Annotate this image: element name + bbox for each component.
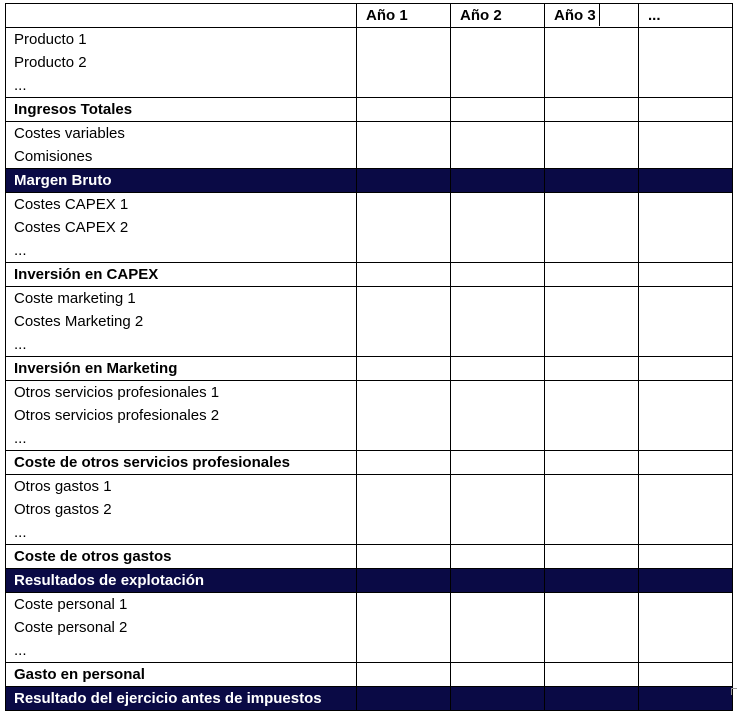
value-cell[interactable] — [545, 357, 639, 381]
value-cell[interactable] — [451, 687, 545, 711]
table-row-productos — [6, 28, 733, 98]
row-label-cell[interactable]: Gasto en personal — [6, 663, 357, 687]
value-cell[interactable] — [639, 263, 733, 287]
line-item: Coste personal 1 — [14, 596, 128, 613]
value-cell[interactable] — [451, 357, 545, 381]
value-cell[interactable] — [357, 451, 451, 475]
line-item: Coste personal 2 — [14, 619, 128, 636]
value-cell[interactable] — [451, 475, 545, 545]
line-item: Costes CAPEX 2 — [14, 219, 129, 236]
table-row-otros-servicios — [6, 381, 733, 451]
line-item: ... — [14, 242, 27, 259]
row-label-cell[interactable] — [6, 28, 357, 98]
row-label-cell[interactable] — [6, 193, 357, 263]
table-row-inversion-capex — [6, 263, 733, 287]
value-cell[interactable] — [545, 569, 639, 593]
header-year-3-label: Año 3 — [554, 7, 596, 24]
value-cell[interactable] — [451, 122, 545, 169]
value-cell[interactable] — [357, 687, 451, 711]
value-cell[interactable] — [451, 287, 545, 357]
value-cell[interactable] — [451, 451, 545, 475]
row-label-cell[interactable] — [6, 381, 357, 451]
line-item: ... — [14, 77, 27, 94]
line-item: Otros servicios profesionales 2 — [14, 407, 220, 424]
line-item: Otros servicios profesionales 1 — [14, 384, 220, 401]
line-item: ... — [14, 524, 27, 541]
value-cell[interactable] — [639, 475, 733, 545]
table-row-ingresos-totales — [6, 98, 733, 122]
value-cell[interactable] — [451, 593, 545, 663]
value-cell[interactable] — [451, 169, 545, 193]
line-item: Comisiones — [14, 148, 93, 165]
table-row-gasto-personal — [6, 663, 733, 687]
row-label-cell[interactable]: Inversión en CAPEX — [6, 263, 357, 287]
row-label-cell[interactable]: Inversión en Marketing — [6, 357, 357, 381]
value-cell[interactable] — [357, 357, 451, 381]
value-cell[interactable] — [451, 569, 545, 593]
value-cell[interactable] — [545, 475, 639, 545]
table-row-margen-bruto — [6, 169, 733, 193]
value-cell[interactable] — [639, 663, 733, 687]
table-row-personal — [6, 593, 733, 663]
value-cell[interactable] — [451, 193, 545, 263]
line-item: Producto 2 — [14, 54, 87, 71]
row-label-cell[interactable]: Coste de otros servicios profesionales — [6, 451, 357, 475]
value-cell[interactable] — [357, 263, 451, 287]
row-label-cell[interactable]: Resultados de explotación — [6, 569, 357, 593]
value-cell[interactable] — [639, 451, 733, 475]
value-cell[interactable] — [451, 381, 545, 451]
table-row-marketing — [6, 287, 733, 357]
value-cell[interactable] — [545, 687, 639, 711]
value-cell[interactable] — [639, 122, 733, 169]
line-item: ... — [14, 642, 27, 659]
value-cell[interactable] — [639, 357, 733, 381]
value-cell[interactable] — [451, 263, 545, 287]
value-cell[interactable] — [545, 451, 639, 475]
row-label-cell[interactable] — [6, 475, 357, 545]
value-cell[interactable] — [357, 122, 451, 169]
value-cell[interactable] — [545, 663, 639, 687]
value-cell[interactable] — [451, 663, 545, 687]
value-cell[interactable] — [545, 98, 639, 122]
value-cell[interactable] — [545, 193, 639, 263]
value-cell[interactable] — [639, 169, 733, 193]
value-cell[interactable] — [545, 593, 639, 663]
line-item: Costes Marketing 2 — [14, 313, 144, 330]
value-cell[interactable] — [639, 287, 733, 357]
value-cell[interactable] — [639, 569, 733, 593]
value-cell[interactable] — [451, 28, 545, 98]
table-row-capex — [6, 193, 733, 263]
header-row — [6, 4, 733, 28]
table-row-coste-otros-gastos — [6, 545, 733, 569]
value-cell[interactable] — [451, 98, 545, 122]
table-resize-handle[interactable] — [731, 688, 737, 695]
value-cell[interactable] — [357, 169, 451, 193]
value-cell[interactable] — [545, 381, 639, 451]
value-cell[interactable] — [357, 569, 451, 593]
value-cell[interactable] — [639, 593, 733, 663]
value-cell[interactable] — [357, 475, 451, 545]
table-row-otros-gastos — [6, 475, 733, 545]
value-cell[interactable] — [545, 287, 639, 357]
table-row-inversion-marketing — [6, 357, 733, 381]
profit-loss-table — [5, 3, 733, 711]
line-item: Costes CAPEX 1 — [14, 196, 129, 213]
table-row-coste-otros-servicios — [6, 451, 733, 475]
value-cell[interactable] — [451, 545, 545, 569]
value-cell[interactable] — [545, 263, 639, 287]
row-label-cell[interactable]: Coste de otros gastos — [6, 545, 357, 569]
value-cell[interactable] — [639, 381, 733, 451]
line-item: ... — [14, 336, 27, 353]
line-item: Costes variables — [14, 125, 125, 142]
header-label-cell[interactable] — [6, 4, 357, 28]
table-row-resultados-explotacion — [6, 569, 733, 593]
text-cursor — [599, 4, 600, 26]
header-year-2[interactable]: Año 2 — [451, 4, 545, 28]
row-label-cell[interactable] — [6, 287, 357, 357]
value-cell[interactable] — [639, 98, 733, 122]
row-label-cell[interactable] — [6, 593, 357, 663]
value-cell[interactable] — [357, 98, 451, 122]
value-cell[interactable] — [545, 545, 639, 569]
value-cell[interactable] — [357, 545, 451, 569]
value-cell[interactable] — [545, 169, 639, 193]
value-cell[interactable] — [545, 28, 639, 98]
row-label-cell[interactable]: Resultado del ejercicio antes de impuestos — [6, 687, 357, 711]
value-cell[interactable] — [357, 28, 451, 98]
value-cell[interactable] — [357, 663, 451, 687]
line-item: Otros gastos 2 — [14, 501, 112, 518]
row-label-cell[interactable] — [6, 122, 357, 169]
header-year-1[interactable]: Año 1 — [357, 4, 451, 28]
line-item: ... — [14, 430, 27, 447]
row-label-cell[interactable]: Ingresos Totales — [6, 98, 357, 122]
header-year-3[interactable] — [545, 4, 639, 28]
value-cell[interactable] — [639, 545, 733, 569]
value-cell[interactable] — [357, 193, 451, 263]
header-more-years[interactable]: ... — [639, 4, 733, 28]
value-cell[interactable] — [357, 381, 451, 451]
value-cell[interactable] — [639, 28, 733, 98]
line-item: Producto 1 — [14, 31, 87, 48]
table-row-costes-variables — [6, 122, 733, 169]
value-cell[interactable] — [357, 593, 451, 663]
row-label-cell[interactable]: Margen Bruto — [6, 169, 357, 193]
value-cell[interactable] — [357, 287, 451, 357]
line-item: Coste marketing 1 — [14, 290, 136, 307]
table-row-resultado-ejercicio — [6, 687, 733, 711]
line-item: Otros gastos 1 — [14, 478, 112, 495]
value-cell[interactable] — [639, 687, 733, 711]
value-cell[interactable] — [639, 193, 733, 263]
value-cell[interactable] — [545, 122, 639, 169]
